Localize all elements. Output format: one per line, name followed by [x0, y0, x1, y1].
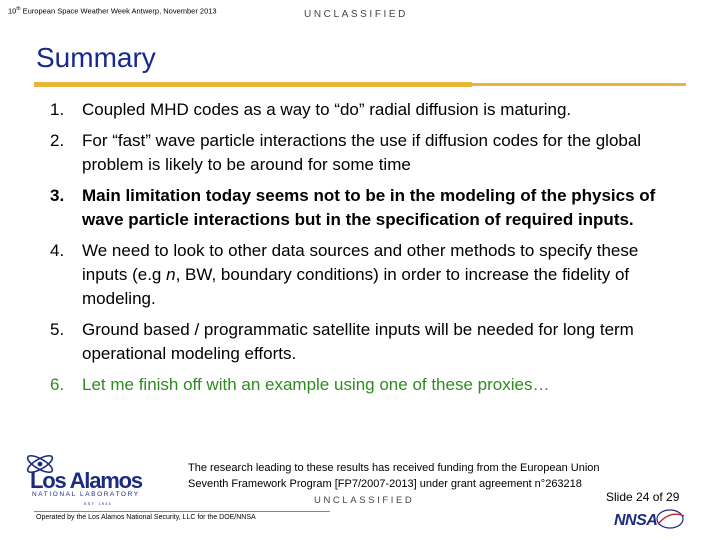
- summary-item-4: 4. We need to look to other data sources and other methods to specify these inputs (e.g n, BW, boundary conditions) in order to increase the fidelity of modeling.: [50, 241, 639, 308]
- nnsa-logo: [612, 508, 686, 530]
- title-rule-thin: [472, 83, 686, 86]
- los-alamos-logo: [22, 452, 162, 504]
- summary-item-6: 6. Let me finish off with an example using one of these proxies…: [50, 375, 550, 394]
- slide-number: Slide 24 of 29: [606, 490, 680, 504]
- operated-by-note: Operated by the Los Alamos National Security, LLC for the DOE/NNSA: [36, 514, 256, 521]
- classification-header: UNCLASSIFIED: [304, 9, 408, 20]
- summary-item-5: 5. Ground based / programmatic satellite inputs will be needed for long term operational modeling efforts.: [50, 320, 634, 363]
- slide-title: Summary: [36, 42, 156, 73]
- summary-item-1: 1. Coupled MHD codes as a way to “do” radial diffusion is maturing.: [50, 100, 572, 119]
- classification-footer: UNCLASSIFIED: [314, 495, 415, 506]
- nnsa-logo-text: NNSA: [614, 512, 658, 529]
- summary-item-2: 2. For “fast” wave particle interactions the use if diffusion codes for the global problem is likely to be around for some time: [50, 131, 642, 174]
- conference-header: 10th European Space Weather Week Antwerp, November 2013: [8, 6, 217, 16]
- summary-item-3: 3. Main limitation today seems not to be in the modeling of the physics of wave particle interactions but in the specification of required inputs.: [50, 186, 656, 229]
- title-rule: [34, 82, 472, 87]
- footer-rule: [34, 511, 330, 512]
- lanl-name: Los Alamos: [30, 468, 142, 493]
- funding-note: The research leading to these results has received funding from the European Union Seventh Framework Program [FP7/2007-2013] under grant agreement n°263218: [188, 462, 600, 490]
- summary-list: [44, 98, 684, 404]
- lanl-est: EST. 1943: [84, 501, 112, 506]
- lanl-lab: NATIONAL LABORATORY: [32, 491, 140, 498]
